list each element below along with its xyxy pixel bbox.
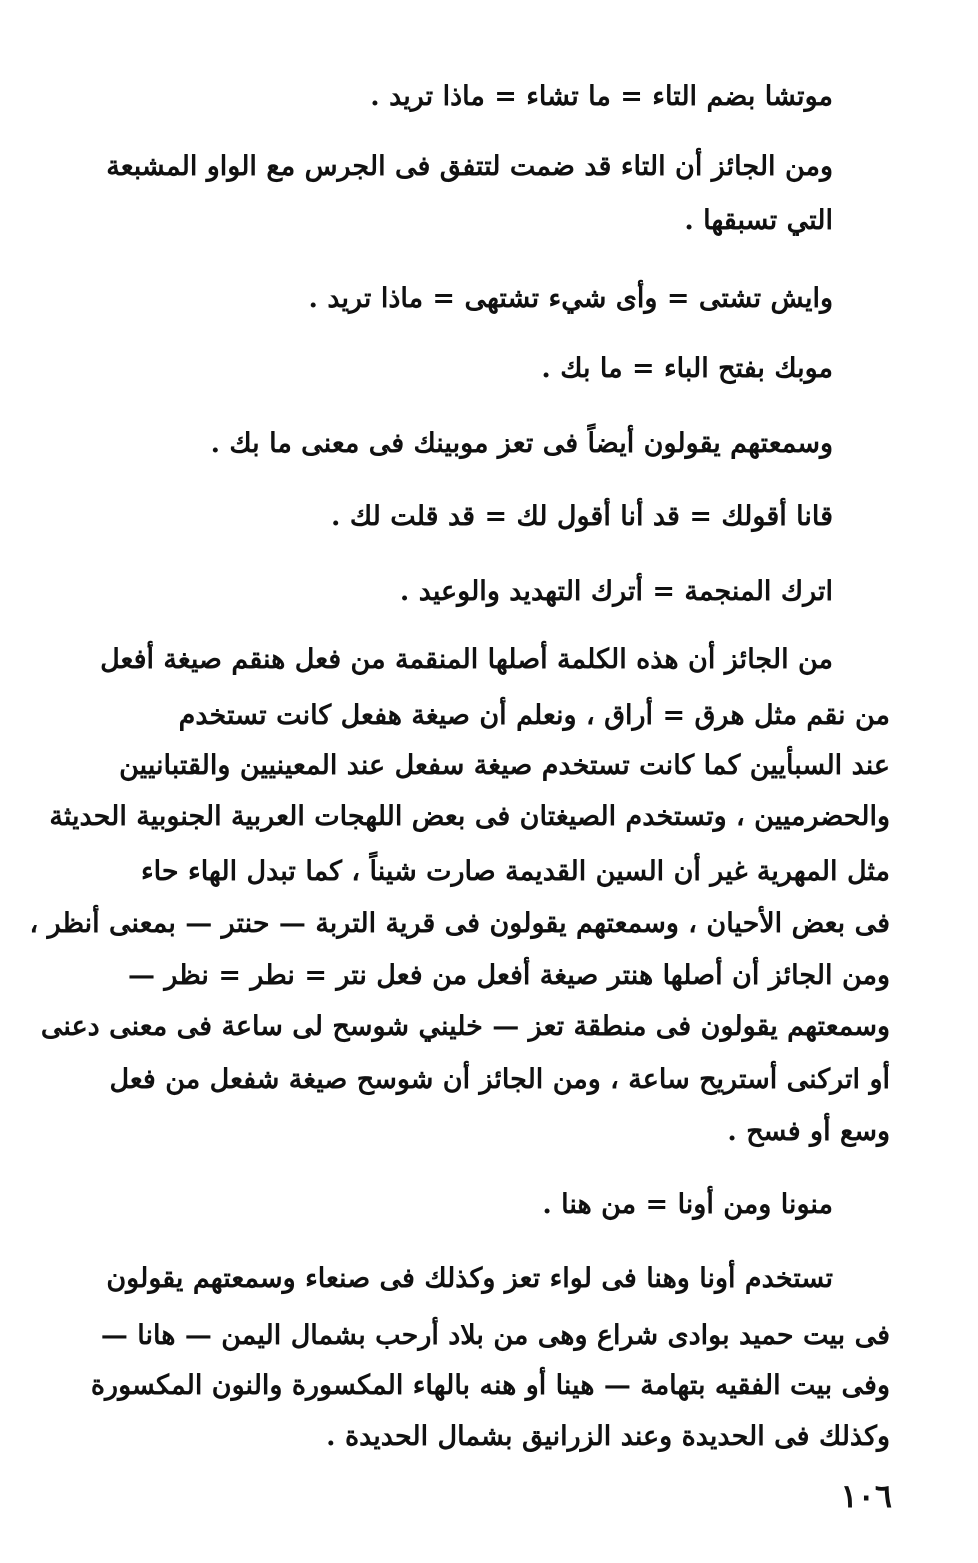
text-line: فى بيت حميد بوادى شراع وهى من بلاد أرحب بشمال اليمن — هانا — bbox=[100, 1320, 890, 1351]
text-line: منونا ومن أونا = من هنا . bbox=[542, 1189, 833, 1220]
text-line: وسع أو فسح . bbox=[727, 1116, 890, 1147]
text-line: موبك بفتح الباء = ما بك . bbox=[541, 353, 833, 384]
text-line: ومن الجائز أن التاء قد ضمت لتتفق فى الجرس مع الواو المشبعة bbox=[106, 151, 833, 182]
text-line: اترك المنجمة = أترك التهديد والوعيد . bbox=[399, 576, 833, 607]
text-line: من نقم مثل هرق = أراق ، ونعلم أن صيغة هفعل كانت تستخدم bbox=[178, 700, 890, 731]
text-line: التي تسبقها . bbox=[684, 205, 833, 236]
text-line: قانا أقولك = قد أنا أقول لك = قد قلت لك . bbox=[331, 501, 833, 532]
text-line: وسمعتهم يقولون فى منطقة تعز — خليني شوسح لى ساعة فى معنى دعنى bbox=[40, 1011, 890, 1042]
text-line: من الجائز أن هذه الكلمة أصلها المنقمة من فعل هنقم صيغة أفعل bbox=[100, 644, 833, 675]
text-line: موتشا بضم التاء = ما تشاء = ماذا تريد . bbox=[370, 81, 833, 112]
text-line: تستخدم أونا وهنا فى لواء تعز وكذلك فى صنعاء وسمعتهم يقولون bbox=[106, 1263, 833, 1294]
text-line: عند السبأيين كما كانت تستخدم صيغة سفعل عند المعينيين والقتبانيين bbox=[119, 750, 890, 781]
text-line: والحضرميين ، وتستخدم الصيغتان فى بعض اللهجات العربية الجنوبية الحديثة bbox=[49, 801, 890, 832]
text-line: أو اتركنى أستريح ساعة ، ومن الجائز أن شوسح صيغة شفعل من فعل bbox=[109, 1064, 890, 1095]
text-line: مثل المهرية غير أن السين القديمة صارت شيناً ، كما تبدل الهاء حاء bbox=[140, 856, 890, 887]
text-line: وسمعتهم يقولون أيضاً فى تعز موبينك فى معنى ما بك . bbox=[210, 428, 833, 459]
text-line: ومن الجائز أن أصلها هنتر صيغة أفعل من فعل نتر = نطر = نظر — bbox=[127, 960, 890, 991]
text-line: وايش تشتى = وأى شيء تشتهى = ماذا تريد . bbox=[308, 283, 833, 314]
text-line: وفى بيت الفقيه بتهامة — هينا أو هنه بالهاء المكسورة والنون المكسورة bbox=[90, 1370, 890, 1401]
text-line: وكذلك فى الحديدة وعند الزرانيق بشمال الحديدة . bbox=[326, 1421, 890, 1452]
text-line: فى بعض الأحيان ، وسمعتهم يقولون فى قرية التربة — حنتر — بمعنى أنظر ، bbox=[29, 908, 890, 939]
page-number: ١٠٦ bbox=[840, 1477, 892, 1515]
